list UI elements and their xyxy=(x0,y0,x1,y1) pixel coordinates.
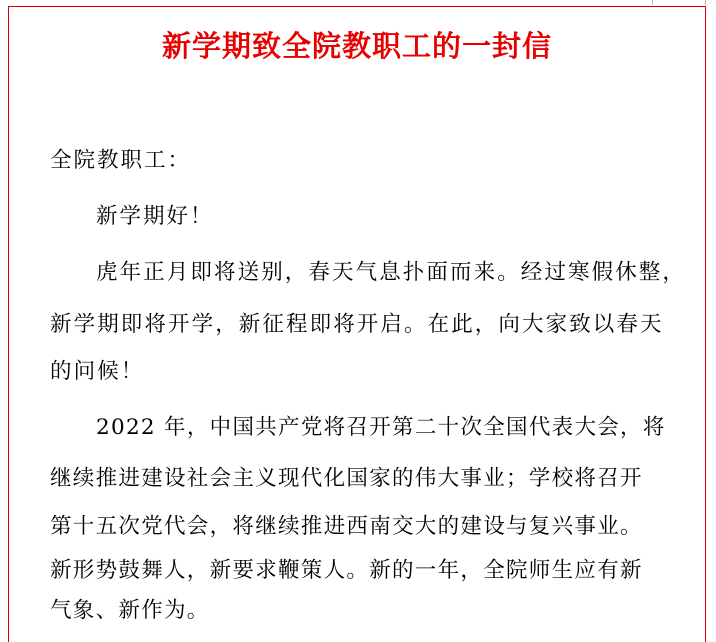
paragraph-1-line: 新学期即将开学，新征程即将开启。在此，向大家致以春天 xyxy=(50,312,664,337)
paragraph-1-line: 虎年正月即将送别，春天气息扑面而来。经过寒假休整， xyxy=(96,260,687,285)
paragraph-2-line: 气象、新作为。 xyxy=(50,598,210,623)
greeting: 新学期好！ xyxy=(96,204,214,229)
letter-title: 新学期致全院教职工的一封信 xyxy=(161,29,552,63)
page-corner-mark-right xyxy=(705,0,706,5)
paragraph-1-line: 的问候！ xyxy=(50,359,145,384)
salutation: 全院教职工： xyxy=(50,148,192,173)
paragraph-2-line: 继续推进建设社会主义现代化国家的伟大事业；学校将召开 xyxy=(50,466,643,491)
paragraph-2-line: 第十五次党代会，将继续推进西南交大的建设与复兴事业。 xyxy=(50,514,643,539)
page-corner-mark-left xyxy=(652,0,653,5)
paragraph-2-line: 2022 年，中国共产党将召开第二十次全国代表大会，将 xyxy=(96,415,666,440)
paragraph-2-line: 新形势鼓舞人，新要求鞭策人。新的一年，全院师生应有新 xyxy=(50,558,643,583)
